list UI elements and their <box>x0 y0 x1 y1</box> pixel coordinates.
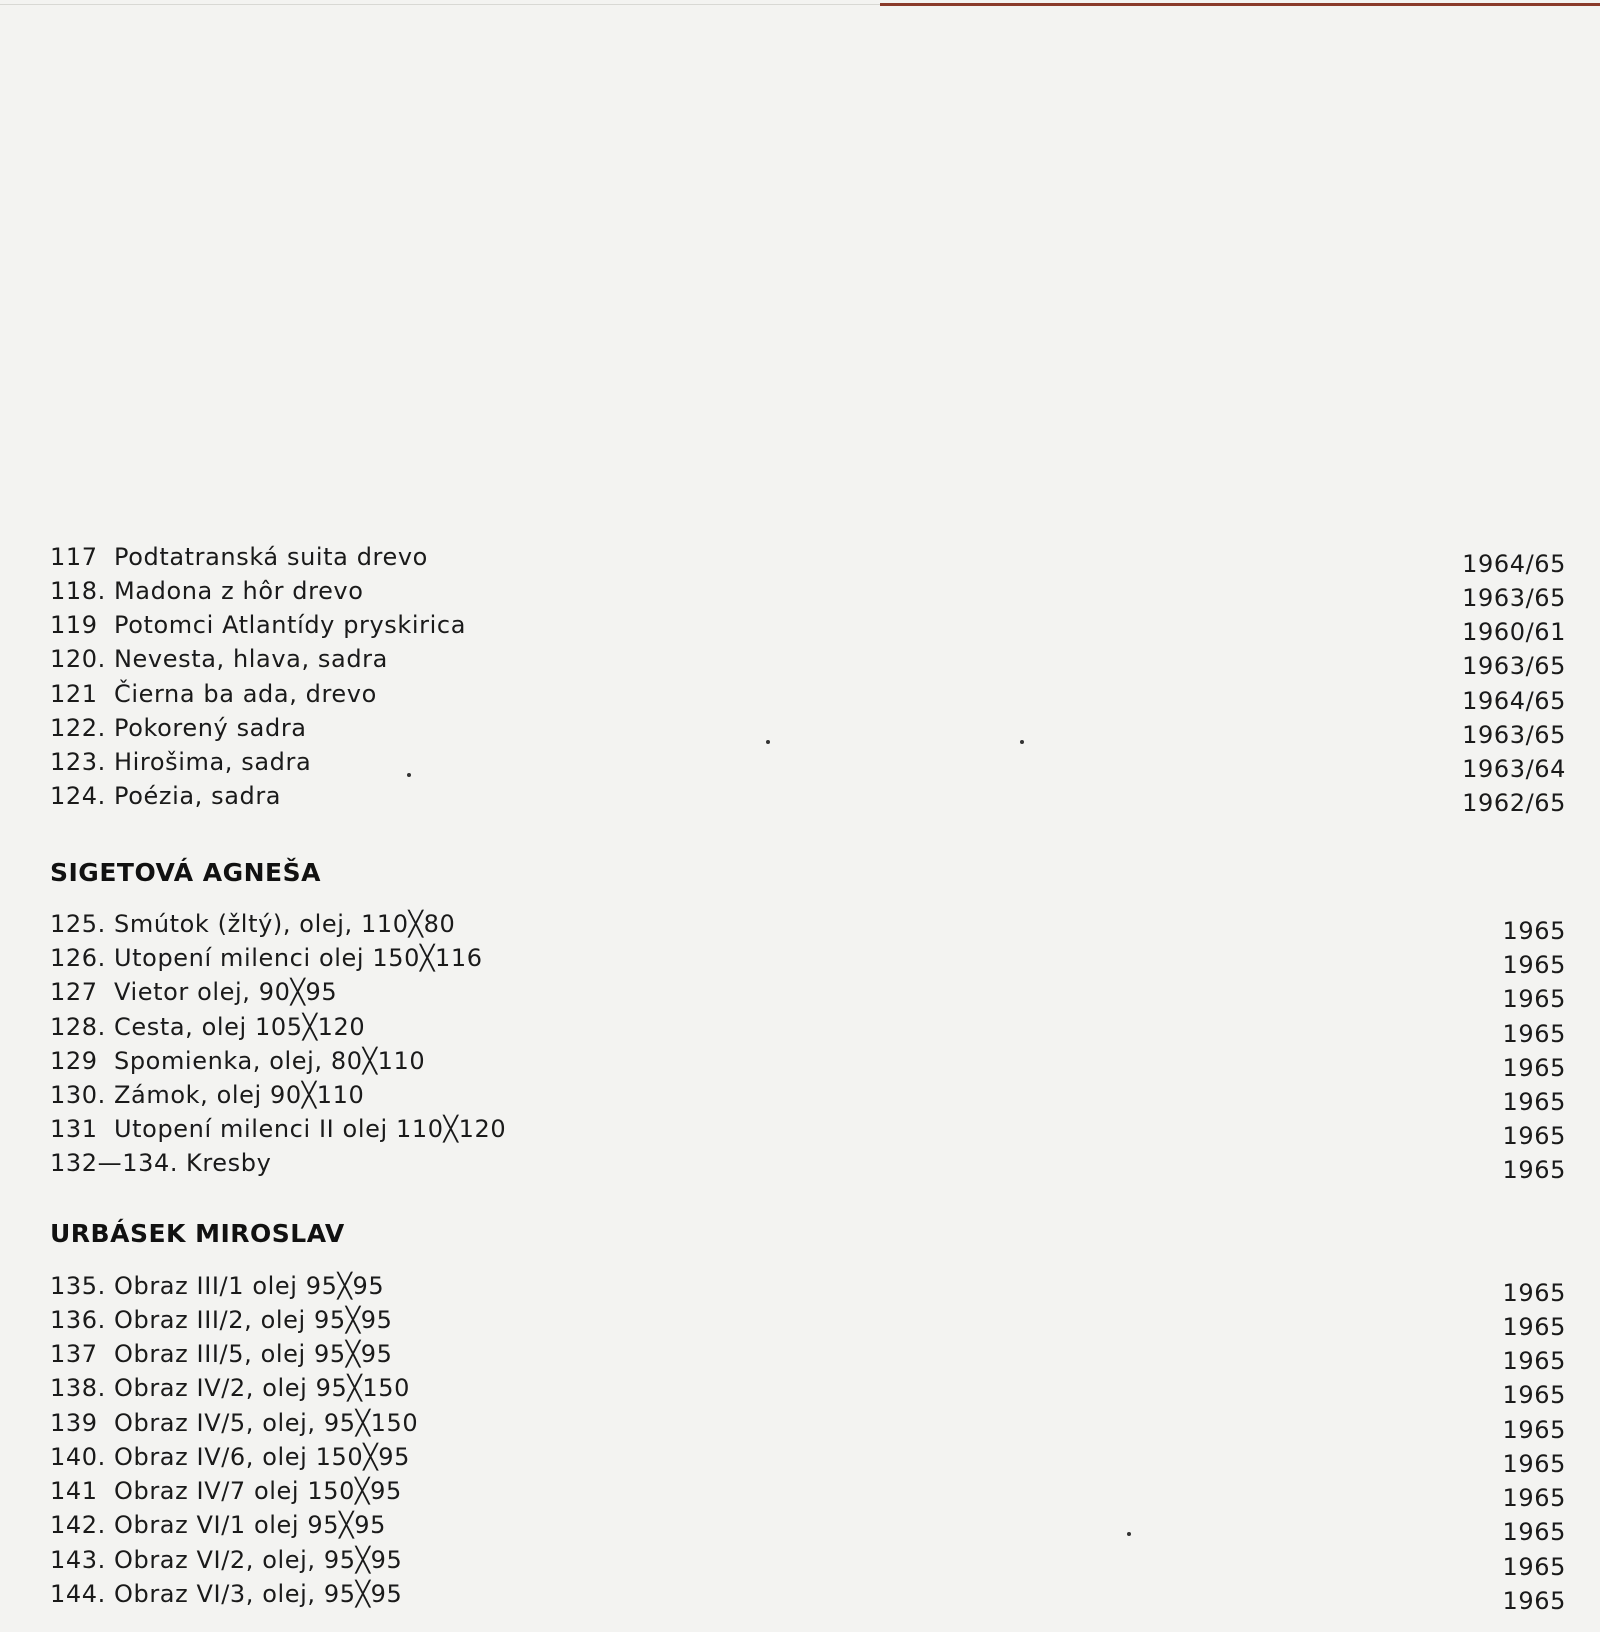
page-edge-accent <box>880 3 1600 6</box>
entry-number: 127 <box>50 978 98 1006</box>
entry-year: 1965 <box>1502 1122 1566 1150</box>
catalogue-entry <box>50 1306 1566 1340</box>
entry-number: 132—134. <box>50 1149 179 1177</box>
catalogue-entry <box>50 645 1566 679</box>
entry-year: 1960/61 <box>1462 618 1566 646</box>
entry-title: Kresby <box>186 1149 272 1177</box>
print-speck <box>1020 740 1024 744</box>
entry-title: Hirošima, sadra <box>114 748 312 776</box>
entry-year: 1962/65 <box>1462 789 1566 817</box>
print-speck <box>766 740 770 744</box>
entry-number: 128. <box>50 1013 106 1041</box>
entry-year: 1965 <box>1502 951 1566 979</box>
entry-number: 142. <box>50 1511 106 1539</box>
entry-year: 1963/65 <box>1462 721 1566 749</box>
entry-number: 121 <box>50 680 98 708</box>
catalogue-entry <box>50 782 1566 816</box>
entry-year: 1963/65 <box>1462 584 1566 612</box>
entry-title: Obraz IV/7 olej 150╳95 <box>114 1477 402 1505</box>
entry-title: Madona z hôr drevo <box>114 577 364 605</box>
entry-year: 1965 <box>1502 1156 1566 1184</box>
entry-title: Obraz III/1 olej 95╳95 <box>114 1272 385 1300</box>
catalogue-entry <box>50 1374 1566 1408</box>
entry-year: 1965 <box>1502 1553 1566 1581</box>
entry-number: 119 <box>50 611 98 639</box>
entry-number: 139 <box>50 1409 98 1437</box>
catalogue-entry <box>50 1511 1566 1545</box>
entry-title: Obraz VI/3, olej, 95╳95 <box>114 1580 403 1608</box>
catalogue-entry <box>50 1047 1566 1081</box>
entry-year: 1965 <box>1502 1020 1566 1048</box>
print-speck <box>407 773 411 777</box>
entry-title: Obraz IV/2, olej 95╳150 <box>114 1374 411 1402</box>
entry-year: 1964/65 <box>1462 550 1566 578</box>
entry-year: 1965 <box>1502 1347 1566 1375</box>
catalogue-entry <box>50 714 1566 748</box>
entry-title: Zámok, olej 90╳110 <box>114 1081 365 1109</box>
entry-title: Podtatranská suita drevo <box>114 543 428 571</box>
entry-title: Obraz III/2, olej 95╳95 <box>114 1306 393 1334</box>
catalogue-entry <box>50 577 1566 611</box>
catalogue-entry <box>50 1477 1566 1511</box>
entry-title: Nevesta, hlava, sadra <box>114 645 388 673</box>
catalogue-entry <box>50 1013 1566 1047</box>
catalogue-entry <box>50 1149 1566 1183</box>
catalogue-entry <box>50 611 1566 645</box>
entry-title: Utopení milenci olej 150╳116 <box>114 944 483 972</box>
catalogue-entry <box>50 1081 1566 1115</box>
entry-number: 120. <box>50 645 106 673</box>
entry-number: 124. <box>50 782 106 810</box>
entry-number: 122. <box>50 714 106 742</box>
entry-year: 1965 <box>1502 1054 1566 1082</box>
entry-title: Spomienka, olej, 80╳110 <box>114 1047 426 1075</box>
catalogue-entry <box>50 944 1566 978</box>
entry-number: 118. <box>50 577 106 605</box>
entry-year: 1963/64 <box>1462 755 1566 783</box>
entry-year: 1965 <box>1502 985 1566 1013</box>
catalogue-entry <box>50 543 1566 577</box>
catalogue-entry <box>50 1115 1566 1149</box>
entry-title: Obraz III/5, olej 95╳95 <box>114 1340 393 1368</box>
entry-title: Obraz VI/1 olej 95╳95 <box>114 1511 386 1539</box>
entry-title: Čierna ba ada, drevo <box>114 680 377 708</box>
catalogue-entry <box>50 1409 1566 1443</box>
entry-year: 1965 <box>1502 1313 1566 1341</box>
entry-year: 1965 <box>1502 1518 1566 1546</box>
entry-year: 1963/65 <box>1462 652 1566 680</box>
entry-number: 126. <box>50 944 106 972</box>
entry-year: 1965 <box>1502 1279 1566 1307</box>
artist-heading: URBÁSEK MIROSLAV <box>50 1219 345 1248</box>
catalogue-entry <box>50 1546 1566 1580</box>
entry-title: Obraz IV/5, olej, 95╳150 <box>114 1409 419 1437</box>
entry-number: 137 <box>50 1340 98 1368</box>
catalogue-entry <box>50 1340 1566 1374</box>
entry-number: 138. <box>50 1374 106 1402</box>
entry-number: 125. <box>50 910 106 938</box>
entry-title: Obraz VI/2, olej, 95╳95 <box>114 1546 403 1574</box>
artist-heading: SIGETOVÁ AGNEŠA <box>50 858 321 887</box>
entry-number: 131 <box>50 1115 98 1143</box>
entry-year: 1965 <box>1502 1416 1566 1444</box>
entry-title: Pokorený sadra <box>114 714 307 742</box>
entry-title: Potomci Atlantídy pryskirica <box>114 611 467 639</box>
entry-title: Utopení milenci II olej 110╳120 <box>114 1115 507 1143</box>
entry-number: 136. <box>50 1306 106 1334</box>
catalogue-entry <box>50 978 1566 1012</box>
entry-year: 1964/65 <box>1462 687 1566 715</box>
catalogue-entry <box>50 910 1566 944</box>
entry-year: 1965 <box>1502 1587 1566 1615</box>
catalogue-entry <box>50 1272 1566 1306</box>
entry-year: 1965 <box>1502 1088 1566 1116</box>
catalogue-entry <box>50 680 1566 714</box>
catalogue-entry <box>50 1580 1566 1614</box>
entry-number: 117 <box>50 543 98 571</box>
entry-title: Vietor olej, 90╳95 <box>114 978 338 1006</box>
entry-number: 135. <box>50 1272 106 1300</box>
entry-number: 144. <box>50 1580 106 1608</box>
entry-year: 1965 <box>1502 1484 1566 1512</box>
entry-number: 129 <box>50 1047 98 1075</box>
catalogue-entry <box>50 748 1566 782</box>
entry-title: Smútok (žltý), olej, 110╳80 <box>114 910 456 938</box>
entry-number: 130. <box>50 1081 106 1109</box>
print-speck <box>1127 1532 1131 1536</box>
catalogue-entry <box>50 1443 1566 1477</box>
entry-title: Obraz IV/6, olej 150╳95 <box>114 1443 411 1471</box>
entry-number: 143. <box>50 1546 106 1574</box>
entry-title: Poézia, sadra <box>114 782 282 810</box>
entry-year: 1965 <box>1502 1381 1566 1409</box>
page-edge-line <box>0 4 880 5</box>
entry-year: 1965 <box>1502 917 1566 945</box>
entry-title: Cesta, olej 105╳120 <box>114 1013 366 1041</box>
entry-number: 123. <box>50 748 106 776</box>
entry-year: 1965 <box>1502 1450 1566 1478</box>
entry-number: 140. <box>50 1443 106 1471</box>
entry-number: 141 <box>50 1477 98 1505</box>
